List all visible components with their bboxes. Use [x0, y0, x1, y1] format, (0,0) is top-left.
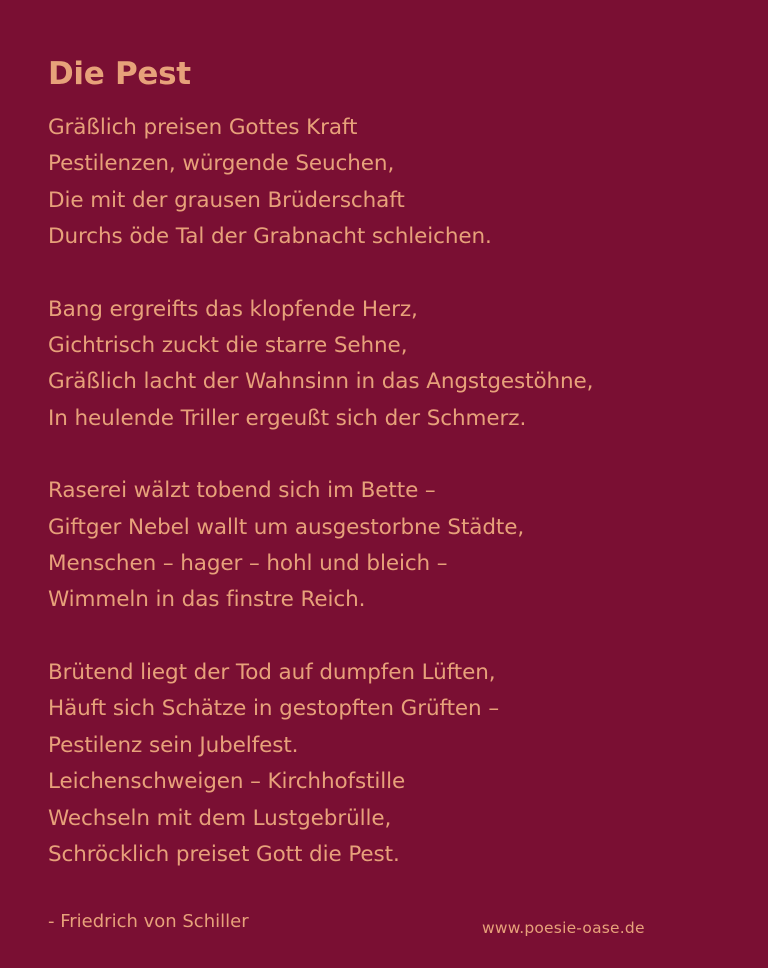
poem-line: Die mit der grausen Brüderschaft — [48, 187, 405, 213]
stanza-4 — [48, 655, 728, 873]
poem-line: Brütend liegt der Tod auf dumpfen Lüften, — [48, 659, 496, 685]
poem-line: Giftger Nebel wallt um ausgestorbne Städte, — [48, 514, 525, 540]
poem-line: Gichtrisch zuckt die starre Sehne, — [48, 333, 408, 359]
poem-line: Pestilenzen, würgende Seuchen, — [48, 151, 395, 177]
poem-line: Bang ergreifts das klopfende Herz, — [48, 296, 418, 322]
stanza-3 — [48, 473, 728, 619]
poem-line: Wimmeln in das finstre Reich. — [48, 587, 366, 613]
poem-line: Pestilenz sein Jubelfest. — [48, 732, 299, 758]
poem-line: Gräßlich preisen Gottes Kraft — [48, 115, 358, 140]
poem-card — [48, 52, 728, 935]
stanza-2 — [48, 292, 728, 438]
poem-line: In heulende Triller ergeußt sich der Schmerz. — [48, 405, 527, 431]
poem-line: Raserei wälzt tobend sich im Bette – — [48, 478, 436, 504]
stanza-1 — [48, 110, 728, 256]
poem-line: Leichenschweigen – Kirchhofstille — [48, 769, 406, 795]
poem-line: Wechseln mit dem Lustgebrülle, — [48, 805, 392, 831]
poem-line: Häuft sich Schätze in gestopften Grüften – — [48, 696, 499, 722]
poem-line: Schröcklich preiset Gott die Pest. — [48, 841, 400, 867]
poem-author: - Friedrich von Schiller — [48, 911, 249, 933]
poem-line: Gräßlich lacht der Wahnsinn in das Angstgestöhne, — [48, 369, 594, 395]
website-link[interactable]: www.poesie-oase.de — [482, 919, 645, 937]
poem-title: Die Pest — [48, 56, 191, 92]
poem-line: Durchs öde Tal der Grabnacht schleichen. — [48, 224, 492, 250]
poem-line: Menschen – hager – hohl und bleich – — [48, 551, 448, 577]
